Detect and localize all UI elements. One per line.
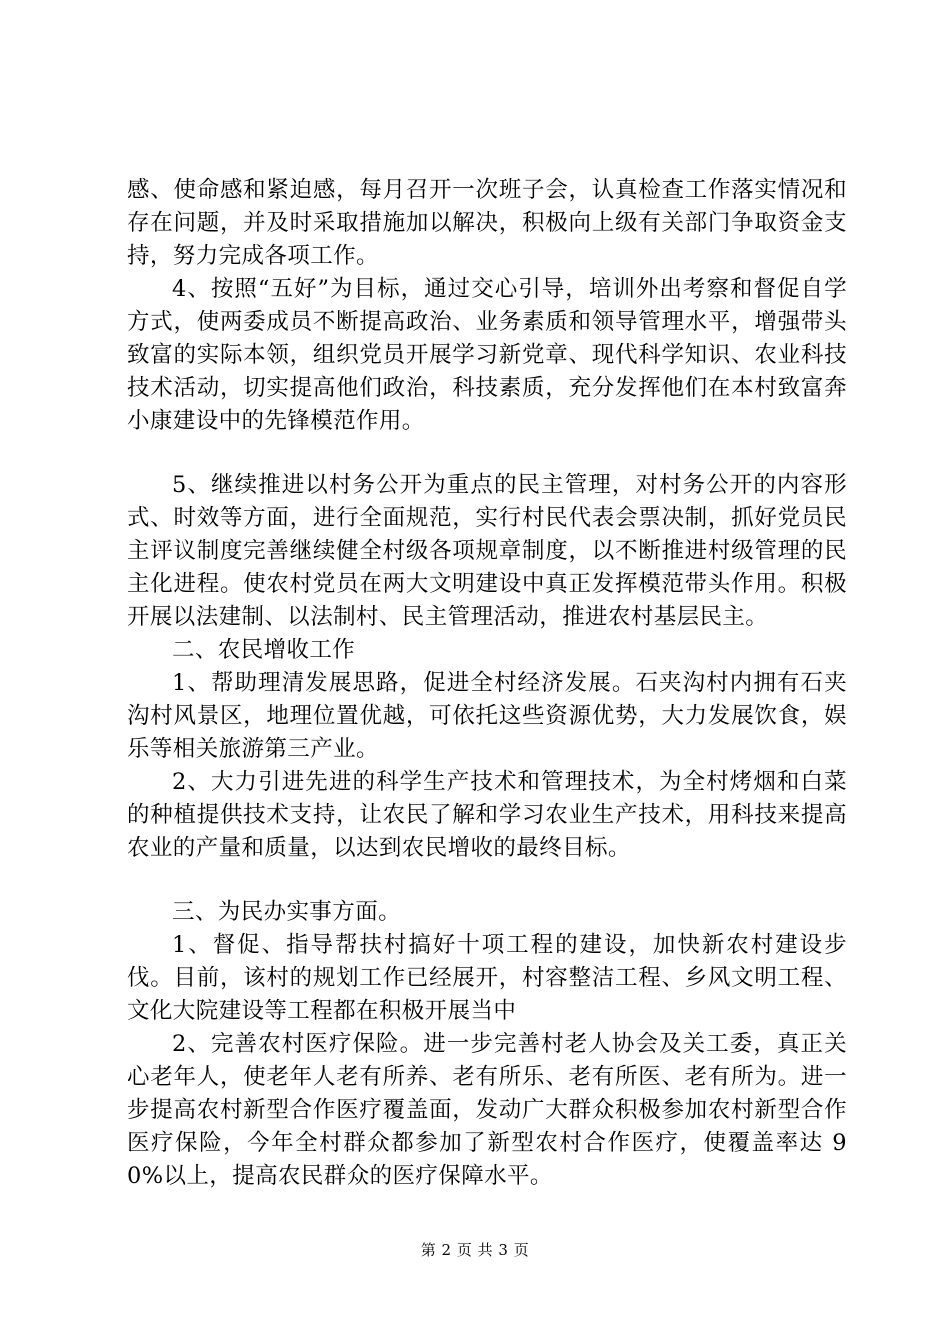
paragraph-practical-item-1: 1、督促、指导帮扶村搞好十项工程的建设，加快新农村建设步伐。目前，该村的规划工作已经展开，村容整洁工程、乡风文明工程、文化大院建设等工程都在积极开展当中 [127, 932, 847, 1024]
paragraph-gap [127, 865, 847, 896]
paragraph-income-item-2: 2、大力引进先进的科学生产技术和管理技术，为全村烤烟和白菜的种植提供技术支持，让农民了解和学习农业生产技术，用科技来提高农业的产量和质量，以达到农民增收的最终目标。 [127, 769, 847, 861]
section-heading-practical-matters: 三、为民办实事方面。 [172, 899, 402, 925]
paragraph-item-5: 5、继续推进以村务公开为重点的民主管理，对村务公开的内容形式、时效等方面，进行全面规范，实行村民代表会票决制，抓好党员民主评议制度完善继续健全村级各项规章制度，以不断推进村级管理的民主化进程。使农村党员在两大文明建设中真正发挥模范带头作用。积极开展以法建制、以法制村、民主管理活动，推进农村基层民主。 [127, 472, 847, 630]
paragraph-income-item-1: 1、帮助理清发展思路，促进全村经济发展。石夹沟村内拥有石夹沟村风景区，地理位置优越，可依托这些资源优势，大力发展饮食，娱乐等相关旅游第三产业。 [127, 670, 847, 762]
paragraph-practical-item-2: 2、完善农村医疗保险。进一步完善村老人协会及关工委，真正关心老年人，使老年人老有所养、老有所乐、老有所医、老有所为。进一步提高农村新型合作医疗覆盖面，发动广大群众积极参加农村新型合作医疗保险，今年全村群众都参加了新型农村合作医疗，使覆盖率达 90%以上，提高农民群众的医疗保障水平。 [127, 1031, 847, 1189]
paragraph-gap [127, 438, 847, 469]
paragraph-continuation: 感、使命感和紧迫感，每月召开一次班子会，认真检查工作落实情况和存在问题，并及时采取措施加以解决，积极向上级有关部门争取资金支持，努力完成各项工作。 [127, 177, 847, 269]
page-number-footer: 第 2 页 共 3 页 [420, 1241, 530, 1259]
document-body [127, 174, 847, 1193]
paragraph-item-4: 4、按照“五好”为目标，通过交心引导，培训外出考察和督促自学方式，使两委成员不断提高政治、业务素质和领导管理水平，增强带头致富的实际本领，组织党员开展学习新党章、现代科学知识、农业科技技术活动，切实提高他们政治，科技素质，充分发挥他们在本村致富奔小康建设中的先锋模范作用。 [127, 276, 847, 434]
section-heading-farmer-income: 二、农民增收工作 [172, 637, 356, 663]
